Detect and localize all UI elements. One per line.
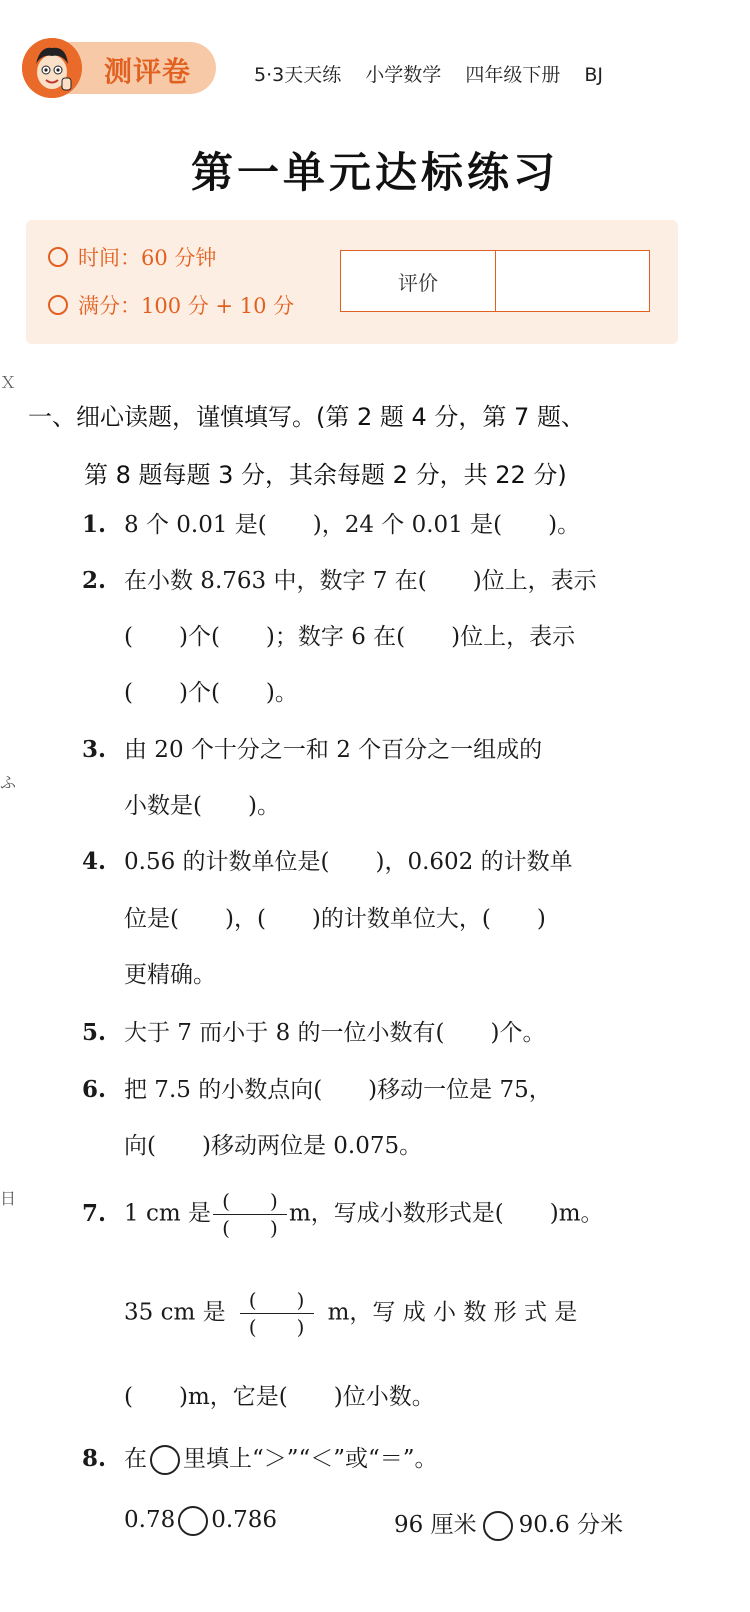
evaluation-label: 评价 (341, 251, 496, 311)
question-7-line-3: ( )m，它是( )位小数。 (124, 1384, 435, 1410)
question-text-pre: 在 (124, 1446, 147, 1472)
margin-mark: ふ (0, 773, 17, 792)
question-text: 0.56 的计数单位是( )，0.602 的计数单 (124, 849, 573, 875)
section-heading-line1: 一、细心读题，谨慎填写。(第 2 题 4 分，第 7 题、 (28, 403, 585, 431)
compare-circle[interactable] (150, 1445, 180, 1475)
clock-icon (48, 247, 68, 267)
question-number: 5. (82, 1019, 107, 1046)
compare-circle[interactable] (178, 1506, 208, 1536)
full-score-text: 满分：100 分 + 10 分 (78, 294, 295, 318)
question-6-line-2: 向( )移动两位是 0.075。 (124, 1133, 423, 1159)
question-5 (82, 1014, 545, 1047)
question-7-line-2 (124, 1287, 577, 1340)
question-7 (82, 1188, 604, 1241)
question-text-pre: 1 cm 是 (124, 1200, 211, 1227)
section-heading-line2: 第 8 题每题 3 分，其余每题 2 分，共 22 分) (84, 461, 567, 489)
question-text: 8 个 0.01 是( )，24 个 0.01 是( )。 (124, 512, 581, 538)
fraction-blank (213, 1188, 287, 1241)
question-2-line-3: ( )个( )。 (124, 680, 298, 706)
time-row (48, 242, 216, 272)
question-number: 1. (82, 511, 107, 538)
grade-name: 四年级下册 (465, 64, 561, 86)
section-heading (28, 388, 708, 504)
compare-right: 90.6 分米 (518, 1512, 624, 1538)
question-4-line-3: 更精确。 (124, 962, 216, 988)
badge-label: 测评卷 (104, 55, 192, 88)
question-number: 6. (82, 1076, 107, 1103)
question-8 (82, 1440, 438, 1475)
margin-mark: Ｘ (0, 373, 17, 392)
question-number: 3. (82, 736, 107, 763)
series-info (254, 60, 621, 87)
question-text: 由 20 个十分之一和 2 个百分之一组成的 (124, 737, 543, 763)
series-name: 5·3天天练 (254, 64, 342, 86)
exam-info-box (26, 220, 678, 344)
question-text: 把 7.5 的小数点向( )移动一位是 75， (124, 1077, 552, 1103)
mascot-icon (22, 38, 82, 98)
question-4-line-2: 位是( )，( )的计数单位大，( ) (124, 906, 546, 932)
margin-mark: 日 (0, 1189, 17, 1208)
comparison-1 (124, 1506, 277, 1536)
check-icon (48, 295, 68, 315)
compare-circle[interactable] (483, 1511, 513, 1541)
question-6 (82, 1071, 552, 1104)
question-3-line-2: 小数是( )。 (124, 793, 280, 819)
score-row (48, 290, 294, 320)
compare-left: 96 厘米 (394, 1512, 477, 1538)
question-text: 在小数 8.763 中，数字 7 在( )位上，表示 (124, 568, 597, 594)
fraction-numerator: ( ) (248, 1288, 305, 1312)
comparison-2 (394, 1506, 623, 1541)
question-text-post: m，写成小数形式是( )m。 (288, 1200, 604, 1227)
edition-code: BJ (584, 64, 604, 86)
fraction-numerator: ( ) (222, 1189, 278, 1213)
question-1 (82, 506, 580, 539)
question-text-post: 里填上“＞”“＜”或“＝”。 (183, 1446, 438, 1472)
question-text-pre: 35 cm 是 (124, 1299, 226, 1326)
question-2 (82, 562, 597, 595)
compare-left: 0.78 (124, 1507, 176, 1533)
question-3 (82, 731, 542, 764)
question-2-line-2: ( )个( )；数字 6 在( )位上，表示 (124, 624, 576, 650)
page-title: 第一单元达标练习 (190, 148, 559, 197)
evaluation-cell[interactable] (496, 251, 649, 311)
question-4 (82, 843, 573, 876)
fraction-denominator: ( ) (222, 1216, 278, 1240)
question-number: 4. (82, 848, 107, 875)
question-number: 8. (82, 1445, 107, 1472)
time-text: 时间：60 分钟 (78, 246, 217, 270)
question-number: 7. (82, 1199, 107, 1227)
question-number: 2. (82, 567, 107, 594)
page-header (22, 38, 722, 100)
fraction-blank (240, 1287, 314, 1340)
evaluation-table (340, 250, 650, 312)
question-text: 大于 7 而小于 8 的一位小数有( )个。 (124, 1020, 546, 1046)
fraction-denominator: ( ) (248, 1315, 305, 1339)
question-text-post: m，写 成 小 数 形 式 是 (327, 1299, 578, 1326)
subject-name: 小学数学 (365, 64, 442, 86)
compare-right: 0.786 (211, 1507, 278, 1533)
